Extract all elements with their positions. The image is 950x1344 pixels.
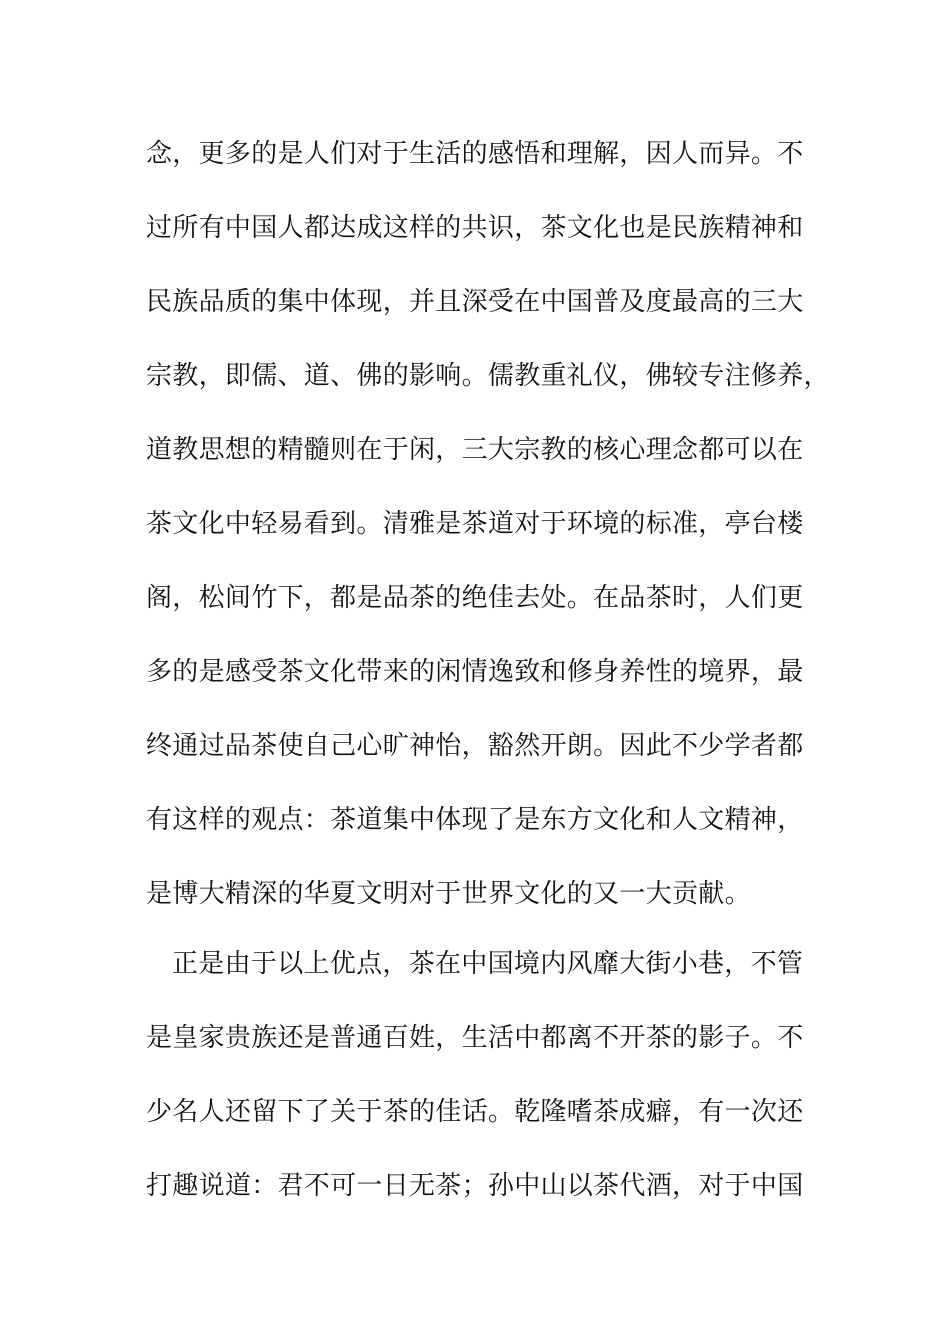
text-line: 宗教，即儒、道、佛的影响。儒教重礼仪，佛较专注修养， <box>146 361 830 391</box>
text-line: 道教思想的精髓则在于闲，三大宗教的核心理念都可以在 <box>146 435 804 465</box>
text-line: 过所有中国人都达成这样的共识，茶文化也是民族精神和 <box>146 213 804 243</box>
text-line: 是皇家贵族还是普通百姓，生活中都离不开茶的影子。不 <box>146 1023 804 1053</box>
text-line: 民族品质的集中体现，并且深受在中国普及度最高的三大 <box>146 287 804 317</box>
text-line: 阁，松间竹下，都是品茶的绝佳去处。在品茶时，人们更 <box>146 583 804 613</box>
text-line: 多的是感受茶文化带来的闲情逸致和修身养性的境界，最 <box>146 657 804 687</box>
text-line: 终通过品茶使自己心旷神怡，豁然开朗。因此不少学者都 <box>146 731 804 761</box>
text-line: 有这样的观点：茶道集中体现了是东方文化和人文精神， <box>146 805 804 835</box>
text-line: 是博大精深的华夏文明对于世界文化的又一大贡献。 <box>146 879 751 909</box>
text-line: 少名人还留下了关于茶的佳话。乾隆嗜茶成癖，有一次还 <box>146 1097 804 1127</box>
paragraph-first-line: 正是由于以上优点，茶在中国境内风靡大街小巷，不管 <box>172 949 804 979</box>
text-line: 念，更多的是人们对于生活的感悟和理解，因人而异。不 <box>146 139 804 169</box>
text-line: 茶文化中轻易看到。清雅是茶道对于环境的标准，亭台楼 <box>146 509 804 539</box>
text-line: 打趣说道：君不可一日无茶；孙中山以茶代酒，对于中国 <box>146 1171 804 1201</box>
